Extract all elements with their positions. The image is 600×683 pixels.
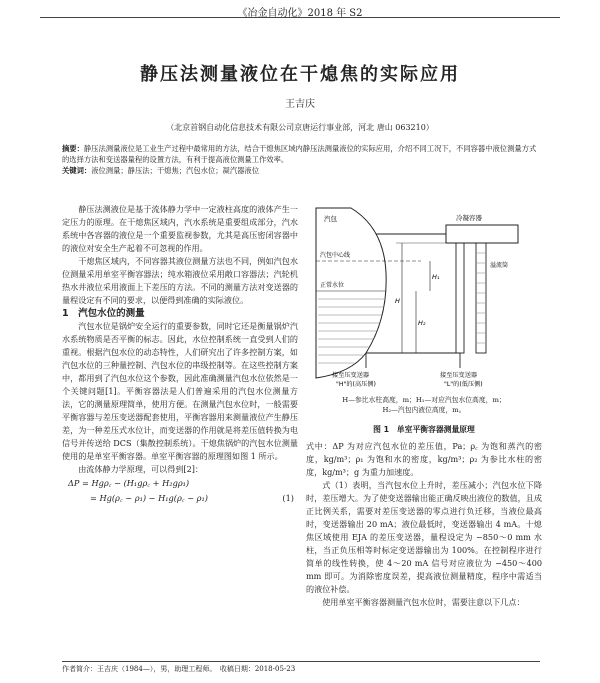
normal-level-label: 正常水位 [320, 282, 345, 289]
label-h1: H₁ [432, 273, 440, 281]
center-line-label: 汽包中心线 [320, 252, 351, 259]
equation-line: ΔP = Hgρ꜀ − (H₁gρ꜀ + H₂gρ₁) [68, 478, 190, 488]
paragraph: 式（1）表明，当汽包水位上升时，差压减小；汽包水位下降时，差压增大。为了使变送器输出能正确反映出液位的数值，且成正比例关系，需要对差压变送器的零点进行负迁移，当液位最高时，变送器输出 20 mA；液位最低时，变送器输出 4 mA。十熄焦区域使用 EJA 的差压变送器，量程设定为 −850～0 mm 水柱，当正负压相等时标定变送器输出为 100%。在控制程序进行简单的线性转换，使 4～20 mA 信号对应液位为 −450～400 mm 即可。为消除密度误差，提高液位测量精度，程序中需适当的液位补偿。 [306, 480, 542, 594]
right-column [306, 440, 542, 609]
paragraph: 式中：ΔP 为对应汽包水位的差压值，Pa；ρ꜀ 为饱和蒸汽的密度，kg/m³；ρ₁ 为饱和水的密度，kg/m³；ρ₂ 为参比水柱的密度，kg/m³；g 为重力加速度。 [306, 441, 542, 477]
left-column [62, 203, 298, 506]
label-h: H [395, 297, 400, 305]
equation-number: (1) [282, 493, 294, 503]
affiliation: （北京首钢自动化信息技术有限公司京唐运行事业部，河北 唐山 063210） [166, 123, 434, 132]
abstract-label: 摘要： [62, 144, 84, 153]
overflow-tube [476, 243, 486, 353]
drum-label: 汽包 [324, 215, 337, 223]
minus-side-sub: "L"的(低压侧) [444, 381, 483, 388]
paragraph: 静压法测液位是基于流体静力学中一定液柱高度的液体产生一定压力的原理。在干熄焦区域内，汽水系统是重要组成部分，汽水系统中各容器的液位是一个重要监视参数，尤其是高压密闭容器中的液位对安全生产起着不可忽视的作用。 [62, 204, 298, 253]
overflow-label: 溢流筒 [490, 262, 509, 269]
paragraph: 由流体静力学原理，可以得到[2]： [78, 464, 203, 474]
figure-1-diagram [306, 203, 542, 393]
reference-tube [456, 243, 464, 353]
abstract [62, 143, 540, 176]
minus-side-label: 接至压变送器 [440, 372, 478, 379]
figure-title: 图 1 单室平衡容器测量原理 [373, 425, 475, 434]
header-rule [40, 17, 560, 18]
abstract-text: 静压法测量液位是工业生产过程中最常用的方法，结合干熄焦区域内静压法测量液位的实际应用，介绍不同工况下，不同容器中液位测量方式的选择方法和变送器量程的设置方法，有利于提高液位测量工作效率。 [62, 144, 537, 164]
paragraph: 干熄焦区域内，不同容器其液位测量方法也不同，例如汽包水位测量采用单室平衡容器法；纯水箱液位采用敞口容器法；汽轮机热水井液位采用液面上下差压的方法。不同的测量方法对变送器的量程设定有不同的要求，以便得到准确的实际液位。 [62, 256, 298, 305]
figure-caption-line1: H—参比水柱高度，m；H₁—对应汽包水位高度，m； [342, 396, 506, 404]
paper-title: 静压法测量液位在干熄焦的实际应用 [140, 64, 460, 85]
tube-hatching [477, 253, 485, 343]
keywords: 液位测量；静压法；干熄焦；汽包水位；凝汽器液位 [91, 166, 260, 175]
label-h2: H₂ [418, 319, 426, 327]
figure-caption-line2: H₂—汽包内液位高度，m。 [382, 406, 466, 414]
condensing-vessel-label: 冷凝容器 [456, 214, 482, 222]
condensing-vessel [446, 225, 518, 243]
section-heading: 1 汽包水位的测量 [62, 308, 145, 319]
footnote: 作者简介：王吉庆（1984—），男，助理工程师。 收稿日期：2018-05-23 [62, 665, 296, 673]
keywords-label: 关键词： [62, 166, 92, 175]
plus-side-label: 接至压变送器 [332, 372, 370, 379]
footer-rule [62, 661, 540, 662]
plus-side-sub: "H"的(高压侧) [336, 381, 376, 388]
author: 王吉庆 [285, 99, 315, 110]
paragraph: 汽包水位是锅炉安全运行的重要参数，同时它还是衡量锅炉汽水系统物质是否平衡的标志。因此，水位控制系统一直受到人们的重视。根据汽包水位的动态特性，人们研究出了许多控制方案，如汽包水位的三种量控制、汽包水位的串级控制等。在这些控制方案中，都用到了汽包水位这个参数，因此准确测量汽包水位依然是一个关键问题[1]。平衡容器法是人们普遍采用的汽包水位测量方法，它的测量原理简单，使用方便。在测量汽包水位时，一般需要平衡容器与差压变送器配套使用，平衡容器用来测量液位产生静压差，为一种差压式水位计，而变送器的作用就是将差压值转换为电信号并传送给 DCS（集散控制系统）。干熄焦锅炉的汽包水位测量使用的是单室平衡容器。单室平衡容器的原理图如图 1 所示。 [62, 321, 298, 461]
equation-line: = Hg(ρ꜀ − ρ₁) − H₁g(ρ꜀ − ρ₁) [90, 493, 208, 503]
equation-1 [62, 476, 298, 506]
paragraph: 使用单室平衡容器测量汽包水位时，需要注意以下几点： [322, 597, 525, 607]
running-head: 《冶金自动化》2018 年 S2 [237, 8, 363, 19]
